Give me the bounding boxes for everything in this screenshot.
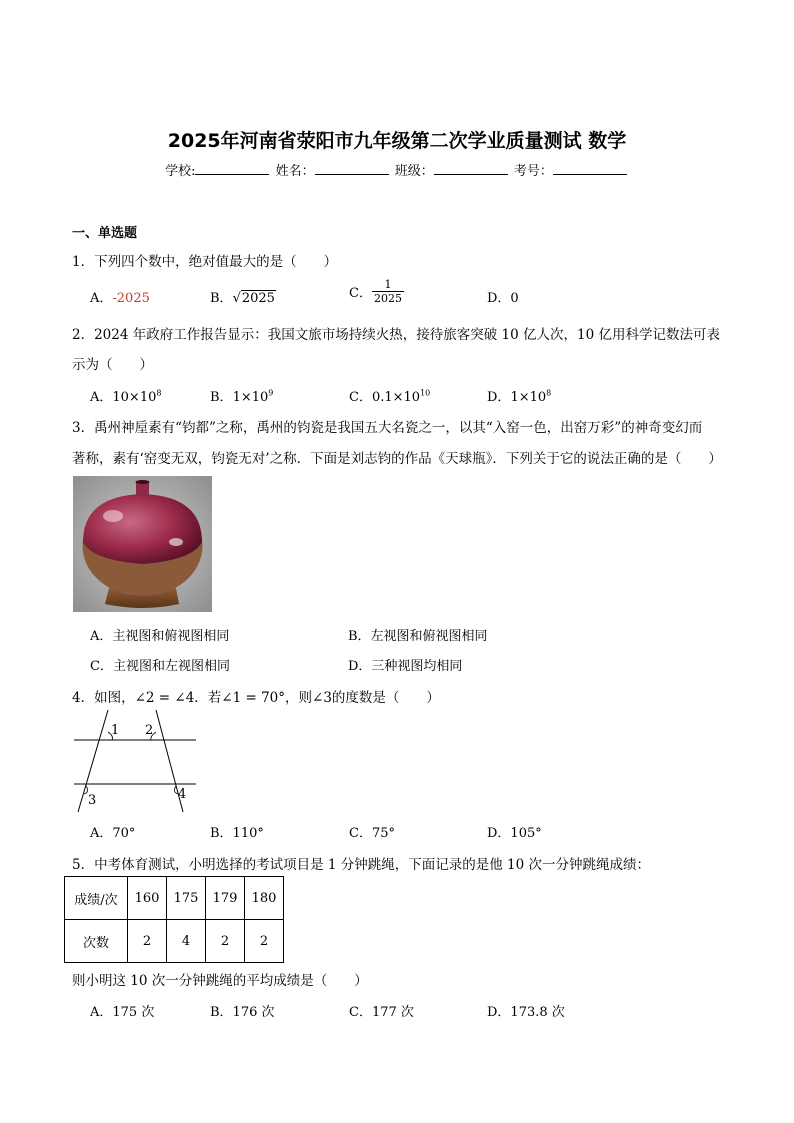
q5-option-a[interactable]: A．175 次: [90, 1005, 155, 1020]
vase-image: [73, 476, 212, 612]
angle-label-2: 2: [145, 723, 154, 738]
q4-option-d[interactable]: D．105°: [487, 826, 542, 841]
q4-option-c[interactable]: C．75°: [349, 826, 395, 841]
q1-option-c[interactable]: [349, 278, 404, 305]
table-header-cell: 成绩/次: [65, 877, 128, 920]
student-info-line: [0, 160, 794, 179]
table-cell: 2: [206, 920, 245, 963]
q3-stem-line1: 3．禹州神垕素有“钧都”之称，禹州的钧瓷是我国五大名瓷之一，以其“入窑一色，出窑万彩”的神奇变幻而: [72, 420, 703, 436]
score-table: [64, 876, 284, 963]
q2-option-d[interactable]: [487, 386, 551, 405]
angle-label-4: 4: [178, 787, 187, 802]
q3-option-a[interactable]: A．主视图和俯视图相同: [90, 629, 230, 644]
q2-option-a[interactable]: [90, 386, 161, 405]
q4-option-a[interactable]: A．70°: [90, 826, 136, 841]
q3-option-d[interactable]: D．三种视图均相同: [348, 659, 463, 674]
name-blank[interactable]: [315, 162, 389, 175]
table-cell: 179: [206, 877, 245, 920]
angle-label-1: 1: [111, 723, 120, 738]
table-row: [65, 877, 284, 920]
q2-a-base: 10×10: [112, 390, 157, 405]
sqrt-symbol: √2025: [232, 291, 275, 306]
q1-c-label: C．: [349, 286, 372, 301]
q1-stem: 1．下列四个数中，绝对值最大的是（ ）: [72, 254, 338, 270]
table-cell: 175: [167, 877, 206, 920]
table-cell: 2: [128, 920, 167, 963]
q4-geometry-figure: [72, 708, 200, 816]
section-heading: 一、单选题: [72, 226, 138, 241]
q1-a-value: -2025: [112, 291, 150, 306]
q1-option-d[interactable]: D．0: [487, 291, 519, 306]
q2-option-b[interactable]: [210, 386, 273, 405]
q2-c-base: 0.1×10: [371, 390, 421, 405]
q1-option-a[interactable]: [90, 287, 150, 306]
q1-a-label: A．: [90, 291, 113, 306]
q2-a-label: A．: [90, 390, 113, 405]
q4-stem: 4．如图，∠2 = ∠4．若∠1 = 70°，则∠3的度数是（ ）: [72, 690, 440, 706]
table-cell: 180: [245, 877, 284, 920]
class-blank[interactable]: [434, 162, 508, 175]
q2-d-base: 1×10: [510, 390, 547, 405]
q1-c-numerator: 1: [372, 278, 404, 292]
q2-d-exponent: 8: [546, 388, 552, 398]
q3-option-b[interactable]: B．左视图和俯视图相同: [348, 629, 488, 644]
q2-a-exponent: 8: [156, 388, 162, 398]
q1-c-denominator: 2025: [373, 292, 402, 305]
exam-no-blank[interactable]: [553, 162, 627, 175]
q4-option-b[interactable]: B．110°: [210, 826, 264, 841]
page-title: 2025年河南省荥阳市九年级第二次学业质量测试 数学: [167, 130, 627, 152]
angle-label-3: 3: [88, 793, 97, 808]
q5-stem: 5．中考体育测试，小明选择的考试项目是 1 分钟跳绳，下面记录的是他 10 次一分钟跳绳成绩：: [72, 857, 651, 873]
q2-c-exponent: 10: [420, 388, 431, 398]
q5-question: 则小明这 10 次一分钟跳绳的平均成绩是（ ）: [72, 973, 368, 989]
school-label: 学校:: [165, 164, 196, 179]
table-cell: 160: [128, 877, 167, 920]
table-header-cell: 次数: [65, 920, 128, 963]
q3-stem-line2: 著称，素有‘窑变无双，钧瓷无对’之称．下面是刘志钧的作品《天球瓶》．下列关于它的说法正确的是（ ）: [72, 451, 722, 467]
table-cell: 4: [167, 920, 206, 963]
q5-option-c[interactable]: C．177 次: [349, 1005, 414, 1020]
class-label: 班级：: [394, 164, 434, 179]
exam-no-label: 考号：: [513, 164, 553, 179]
q2-b-label: B．: [210, 390, 233, 405]
q2-c-label: C．: [349, 390, 372, 405]
q1-b-radicand: 2025: [241, 291, 275, 306]
q1-c-fraction: [372, 278, 404, 305]
school-blank[interactable]: [195, 162, 269, 175]
name-label: 姓名：: [275, 164, 315, 179]
q1-b-label: B．: [210, 291, 233, 306]
q2-stem-line1: 2．2024 年政府工作报告显示：我国文旅市场持续火热，接待旅客突破 10 亿人次，10 亿用科学记数法可表: [72, 327, 720, 343]
q2-option-c[interactable]: [349, 386, 430, 405]
q3-option-c[interactable]: C．主视图和左视图相同: [90, 659, 230, 674]
q2-stem-line2: 示为（ ）: [72, 357, 153, 373]
q2-d-label: D．: [487, 390, 511, 405]
table-row: [65, 920, 284, 963]
q2-b-exponent: 9: [268, 388, 274, 398]
q5-option-d[interactable]: D．173.8 次: [487, 1005, 565, 1020]
q5-option-b[interactable]: B．176 次: [210, 1005, 275, 1020]
table-cell: 2: [245, 920, 284, 963]
q2-b-base: 1×10: [232, 390, 269, 405]
q1-option-b[interactable]: [210, 287, 276, 306]
